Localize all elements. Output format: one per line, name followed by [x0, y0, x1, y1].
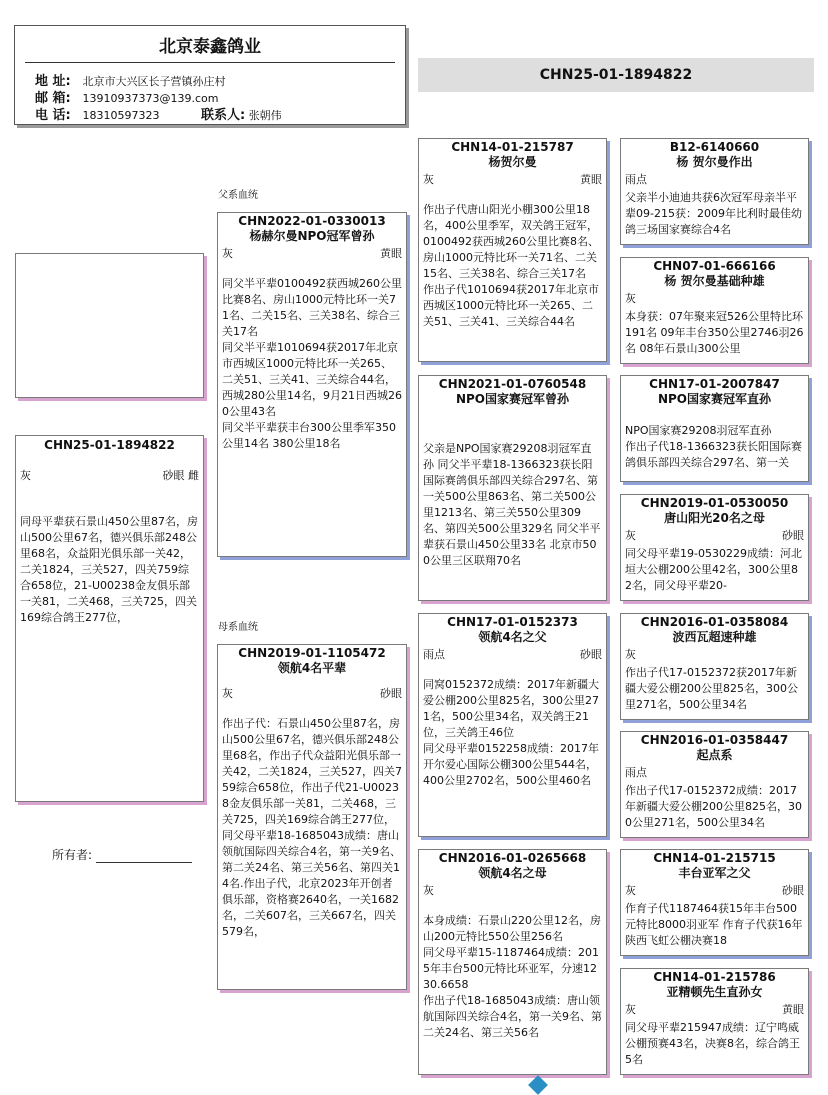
gen3-ring: CHN14-01-215715	[653, 851, 776, 865]
gen3-meta	[621, 528, 808, 544]
address-label: 地 址:	[35, 74, 71, 89]
gen3-card	[620, 494, 809, 601]
gen2-ring: CHN17-01-0152373	[447, 615, 578, 629]
sire-notes: 同父半平辈0100492获西城260公里比赛8名、房山1000元特比环一关71名、二关15名、三关38名、综合三关17名 同父半平辈1010694获2017年北京市西城区1000元特比环一关265、二关51、三关41、三关综合44名，西城280公里14名，9月21日西城260公里43名 同父半平辈获丰台300公里季军350公里14名 380公里18名	[222, 277, 402, 450]
subject-ring: CHN25-01-1894822	[44, 438, 175, 452]
breeder-title: 北京泰鑫鸽业	[159, 37, 261, 57]
gen3-card	[620, 138, 809, 245]
gen2-meta	[419, 647, 606, 663]
gen3-meta	[621, 647, 808, 663]
contact-label: 联系人:	[200, 108, 246, 123]
gen3-name: 唐山阳光20名之母	[664, 511, 765, 525]
subject-card	[15, 435, 204, 802]
gen3-name: 亚精顿先生直孙女	[666, 985, 763, 999]
dam-ring: CHN2019-01-1105472	[238, 646, 386, 660]
phone-label: 电 话:	[35, 108, 71, 123]
pigeon-id-banner: CHN25-01-1894822	[418, 58, 814, 92]
gen2-name: 领航4名之父	[478, 630, 547, 644]
gen3-color: 灰	[625, 648, 636, 661]
gen3-notes: NPO国家赛29208羽冠军直孙 作出子代18-1366323获长阳国际赛鸽俱乐部四关综合297名、第一关	[625, 424, 802, 469]
gen3-name: 杨 贺尔曼作出	[676, 155, 753, 169]
gen3-ring: CHN14-01-215786	[653, 970, 776, 984]
phone-row	[35, 104, 282, 123]
gen3-color: 灰	[625, 884, 636, 897]
gen2-meta	[419, 172, 606, 188]
gen2-notes: 父亲是NPO国家赛29208羽冠军直孙 同父半平辈18-1366323获长阳国际赛鸽俱乐部四关综合297名、第一关500公里863名、第二关500公里1213名、第三关550公里309名、第四关500公里329名 同父半平辈获石景山450公里33名 北京市500公里三区联翔70名	[423, 442, 601, 567]
owner-field	[52, 846, 192, 863]
gen3-card	[620, 731, 809, 838]
granddam-maternal-card	[418, 849, 607, 1075]
owner-signature-line	[96, 850, 192, 863]
sire-eye: 黄眼	[380, 247, 402, 260]
gen3-ring: CHN17-01-2007847	[649, 377, 780, 391]
gen2-ring: CHN14-01-215787	[451, 140, 574, 154]
address-value: 北京市大兴区长子营镇孙庄村	[82, 75, 226, 88]
gen3-eye: 砂眼	[782, 529, 804, 542]
gen3-name: 丰台亚军之父	[678, 866, 751, 880]
gen3-name: NPO国家赛冠军直孙	[657, 392, 772, 406]
gen2-eye: 黄眼	[580, 173, 602, 186]
gen3-color: 灰	[625, 529, 636, 542]
granddam-paternal-card	[418, 375, 607, 601]
sire-meta	[218, 246, 406, 262]
gen3-ring: CHN2016-01-0358447	[640, 733, 789, 747]
gen3-notes: 本身获：07年聚来冠526公里特比环191名 09年丰台350公里2746羽26名 08年石景山300公里	[625, 310, 804, 355]
dam-eye: 砂眼	[380, 687, 402, 700]
gen2-ring: CHN2016-01-0265668	[438, 851, 587, 865]
diamond-icon	[528, 1075, 548, 1095]
subject-notes: 同母平辈获石景山450公里87名，房山500公里67名，德兴俱乐部248公里68名，众益阳光俱乐部一关42，二关1824，三关527，四关759综合658位，21-U00238金友俱乐部一关81，二关468，三关725，四关169综合鸽王277位，	[20, 515, 198, 624]
gen2-name: 领航4名之母	[478, 866, 547, 880]
dam-meta	[218, 686, 406, 702]
subject-color: 灰	[20, 469, 31, 482]
email-value[interactable]: 13910937373@139.com	[82, 92, 219, 105]
gen3-ring: CHN07-01-666166	[653, 259, 776, 273]
grandsire-paternal-card	[418, 138, 607, 362]
gen3-card	[620, 968, 809, 1075]
gen3-meta	[621, 883, 808, 899]
dam-card	[217, 644, 407, 990]
gen3-card	[620, 257, 809, 364]
gen2-notes: 本身成绩：石景山220公里12名，房山200元特比550公里256名 同父母平辈15-1187464成绩：2015年丰台500元特比环亚军，分速1230.6658 作出子代18-1685043成绩：唐山领航国际四关综合4名，第一关9名、第二关24名、第三关56名	[423, 914, 602, 1039]
gen2-meta	[419, 883, 606, 899]
breeder-header	[14, 25, 406, 125]
gen3-notes: 父亲半小迪迪共获6次冠军母亲半平辈09-215获：2009年比利时最佳幼鸽三场国家赛综合4名	[625, 191, 802, 236]
sire-ring: CHN2022-01-0330013	[238, 214, 386, 228]
gen2-notes: 作出子代唐山阳光小棚300公里18名，400公里季军，双关鸽王冠军，0100492获西城260公里比赛8名、房山1000元特比环一关71名、二关15名、三关38名、综合三关17名 作出子代1010694获2017年北京市西城区1000元特比环一关265、二关51、三关41、三关综合44名	[423, 203, 599, 328]
gen3-color: 雨点	[625, 173, 647, 186]
sire-line-label: 父系血统	[218, 190, 258, 201]
gen3-card	[620, 613, 809, 720]
gen2-eye: 砂眼	[580, 648, 602, 661]
gen3-meta	[621, 291, 808, 307]
gen3-card	[620, 849, 809, 956]
sire-card	[217, 212, 407, 557]
dam-line-label: 母系血统	[218, 622, 258, 633]
gen3-name: 波西瓦超速种雄	[672, 630, 757, 644]
gen3-meta	[621, 172, 808, 188]
contact-value: 张朝伟	[248, 109, 282, 122]
subject-eye-sex: 砂眼 雌	[162, 469, 199, 482]
gen3-ring: CHN2019-01-0530050	[640, 496, 789, 510]
gen2-name: NPO国家赛冠军曾孙	[455, 392, 570, 406]
gen3-eye: 砂眼	[782, 884, 804, 897]
gen3-eye: 黄眼	[782, 1003, 804, 1016]
gen3-color: 灰	[625, 1003, 636, 1016]
pigeon-photo-frame	[15, 253, 204, 398]
gen3-color: 灰	[625, 292, 636, 305]
grandsire-maternal-card	[418, 613, 607, 837]
gen3-name: 杨 贺尔曼基础种雄	[664, 274, 765, 288]
header-divider	[25, 62, 395, 63]
gen3-meta	[621, 1002, 808, 1018]
phone-value: 18310597323	[82, 109, 160, 122]
gen2-color: 雨点	[423, 648, 445, 661]
gen2-color: 灰	[423, 173, 434, 186]
gen2-name: 杨贺尔曼	[488, 155, 537, 169]
gen3-ring: CHN2016-01-0358084	[640, 615, 789, 629]
subject-meta	[16, 468, 203, 484]
gen2-color: 灰	[423, 884, 434, 897]
gen3-ring: B12-6140660	[669, 140, 760, 154]
owner-label: 所有者:	[52, 848, 93, 862]
gen3-color: 雨点	[625, 766, 647, 779]
dam-color: 灰	[222, 687, 233, 700]
gen2-ring: CHN2021-01-0760548	[438, 377, 587, 391]
dam-name: 领航4名平辈	[277, 661, 347, 675]
gen2-notes: 同窝0152372成绩：2017年新疆大爱公棚200公里825名，300公里271名，500公里34名，双关鸽王21位，三关鸽王46位 同父母平辈0152258成绩：2017年开尔爱心国际公棚300公里544名，400公里2702名，500公里460名	[423, 678, 599, 787]
gen3-meta	[621, 765, 808, 781]
gen3-notes: 同父母平辈215947成绩：辽宁鸣威公棚预赛43名，决赛8名，综合鸽王5名	[625, 1021, 800, 1066]
gen3-notes: 作出子代17-0152372获2017年新疆大爱公棚200公里825名，300公里271名，500公里34名	[625, 666, 798, 711]
dam-notes: 作出子代：石景山450公里87名，房山500公里67名，德兴俱乐部248公里68名，作出子代众益阳光俱乐部一关42，二关1824，三关527，四关759综合658位，作出子代21-U00238金友俱乐部一关81，二关468，三关725，四关169综合鸽王277位，同父母平辈18-1685043成绩：唐山领航国际四关综合4名，第一关9名、第二关24名、第三关56名、第四关14名.作出子代，北京2023年开创者俱乐部，资格赛2640名，一关1682名，二关607名，三关667名，四关579名，	[222, 717, 402, 938]
email-label: 邮 箱:	[35, 91, 71, 106]
gen3-notes: 作育子代1187464获15年丰台500元特比8000羽亚军 作育子代获16年陕西飞虹公棚决赛18	[625, 902, 803, 947]
sire-color: 灰	[222, 247, 233, 260]
gen3-name: 起点系	[696, 748, 733, 762]
sire-name: 杨赫尔曼NPO冠军曾孙	[249, 229, 375, 243]
gen3-card	[620, 375, 809, 482]
gen3-notes: 作出子代17-0152372成绩：2017年新疆大爱公棚200公里825名，300公里271名，500公里34名	[625, 784, 802, 829]
gen3-notes: 同父母平辈19-0530229成绩：河北垣大公棚200公里42名，300公里82名，同父母平辈20-	[625, 547, 802, 592]
